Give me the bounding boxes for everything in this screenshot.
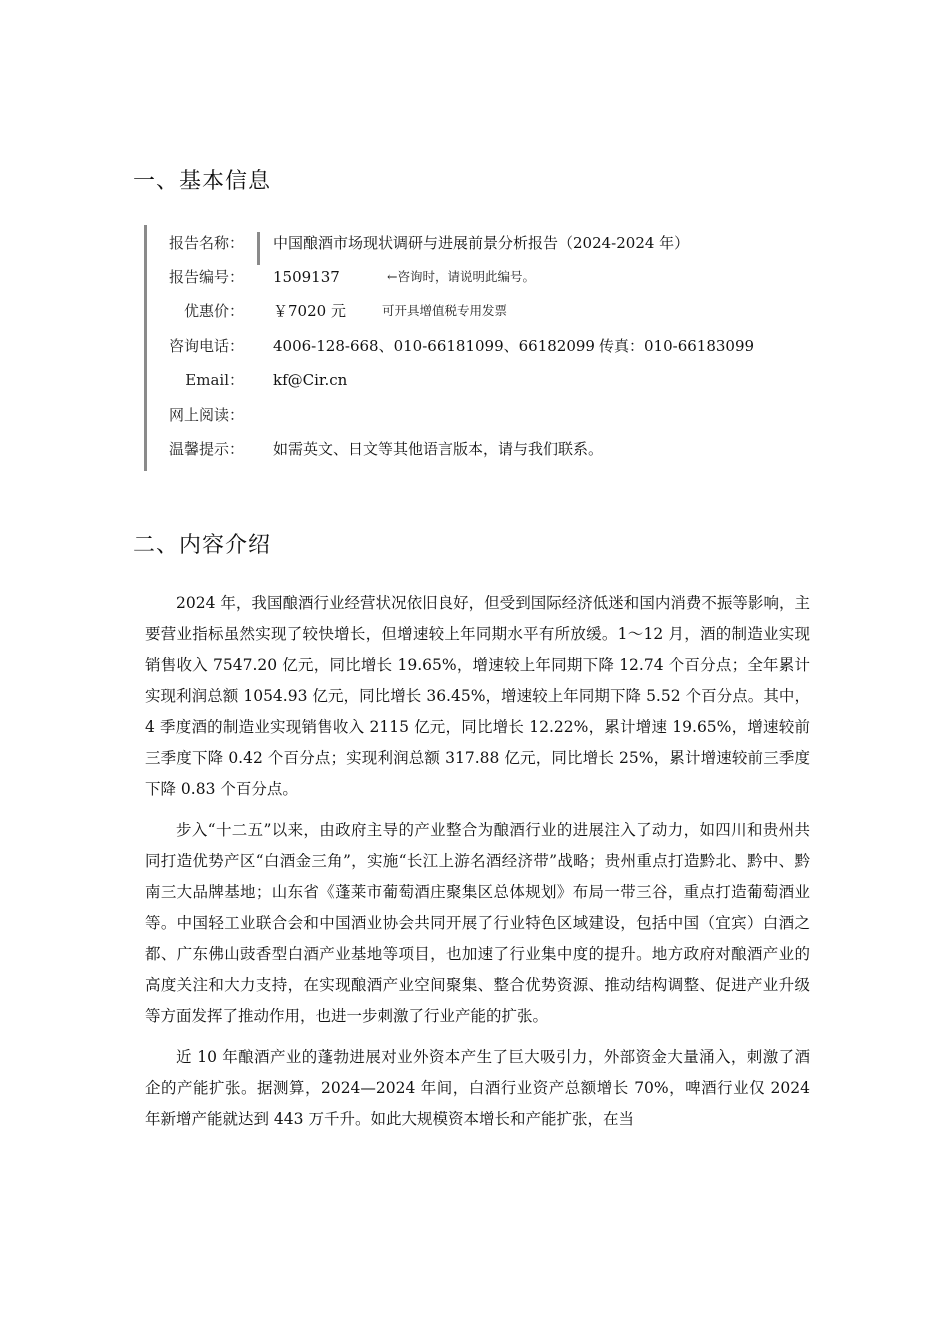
fax-value: 传真：010-66183099 [599, 337, 755, 355]
price-value: ￥7020 元 [273, 302, 346, 320]
report-no-note: ←咨询时，请说明此编号。 [387, 269, 535, 284]
price-note: 可开具增值税专用发票 [382, 303, 508, 318]
report-no-label: 报告编号： [168, 268, 244, 286]
section-title-content-intro: 二、内容介绍 [133, 533, 272, 558]
online-label: 网上阅读： [168, 406, 244, 424]
content-paragraph-3: 近 10 年酿酒产业的蓬勃进展对业外资本产生了巨大吸引力，外部资金大量涌入，刺激了酒企的产能扩张。据测算，2024—2024 年间，白酒行业资产总额增长 70%，啤酒行业仅 2024 年新增产能就达到 443 万千升。如此大规模资本增长和产能扩张，在当 [145, 1048, 810, 1128]
tip-value: 如需英文、日文等其他语言版本，请与我们联系。 [273, 440, 604, 458]
section-title-basic-info: 一、基本信息 [133, 169, 272, 194]
phone-label: 咨询电话： [168, 337, 244, 355]
content-paragraph-1: 2024 年，我国酿酒行业经营状况依旧良好，但受到国际经济低迷和国内消费不振等影响，主要营业指标虽然实现了较快增长，但增速较上年同期水平有所放缓。1～12 月，酒的制造业实现销售收入 7547.20 亿元，同比增长 19.65%，增速较上年同期下降 12.74 个百分点；全年累计实现利润总额 1054.93 亿元，同比增长 36.45%，增速较上年同期下降 5.52 个百分点。其中，4 季度酒的制造业实现销售收入 2115 亿元，同比增长 12.22%，累计增速 19.65%，增速较前三季度下降 0.42 个百分点；实现利润总额 317.88 亿元，同比增长 25%，累计增速较前三季度下降 0.83 个百分点。 [145, 594, 810, 798]
content-paragraph-2: 步入“十二五”以来，由政府主导的产业整合为酿酒行业的进展注入了动力，如四川和贵州共同打造优势产区“白酒金三角”，实施“长江上游名酒经济带”战略；贵州重点打造黔北、黔中、黔南三大品牌基地；山东省《蓬莱市葡萄酒庄聚集区总体规划》布局一带三谷，重点打造葡萄酒业等。中国轻工业联合会和中国酒业协会共同开展了行业特色区域建设，包括中国（宜宾）白酒之都、广东佛山豉香型白酒产业基地等项目，也加速了行业集中度的提升。地方政府对酿酒产业的高度关注和大力支持，在实现酿酒产业空间聚集、整合优势资源、推动结构调整、促进产业升级等方面发挥了推动作用，也进一步刺激了行业产能的扩张。 [145, 821, 810, 1025]
report-name-value: 中国酿酒市场现状调研与进展前景分析报告（2024-2024 年） [273, 234, 690, 252]
phone-value: 4006-128-668、010-66181099、66182099 [273, 337, 595, 355]
basic-info-box [144, 225, 827, 471]
tip-label: 温馨提示： [168, 440, 244, 458]
price-label: 优惠价： [183, 302, 244, 320]
email-value[interactable]: kf@Cir.cn [273, 371, 348, 389]
report-name-label: 报告名称： [168, 234, 244, 252]
content-body [145, 588, 810, 1145]
email-label: Email： [185, 371, 244, 389]
title-accent-bar [257, 232, 260, 265]
report-no-value: 1509137 [273, 268, 340, 286]
